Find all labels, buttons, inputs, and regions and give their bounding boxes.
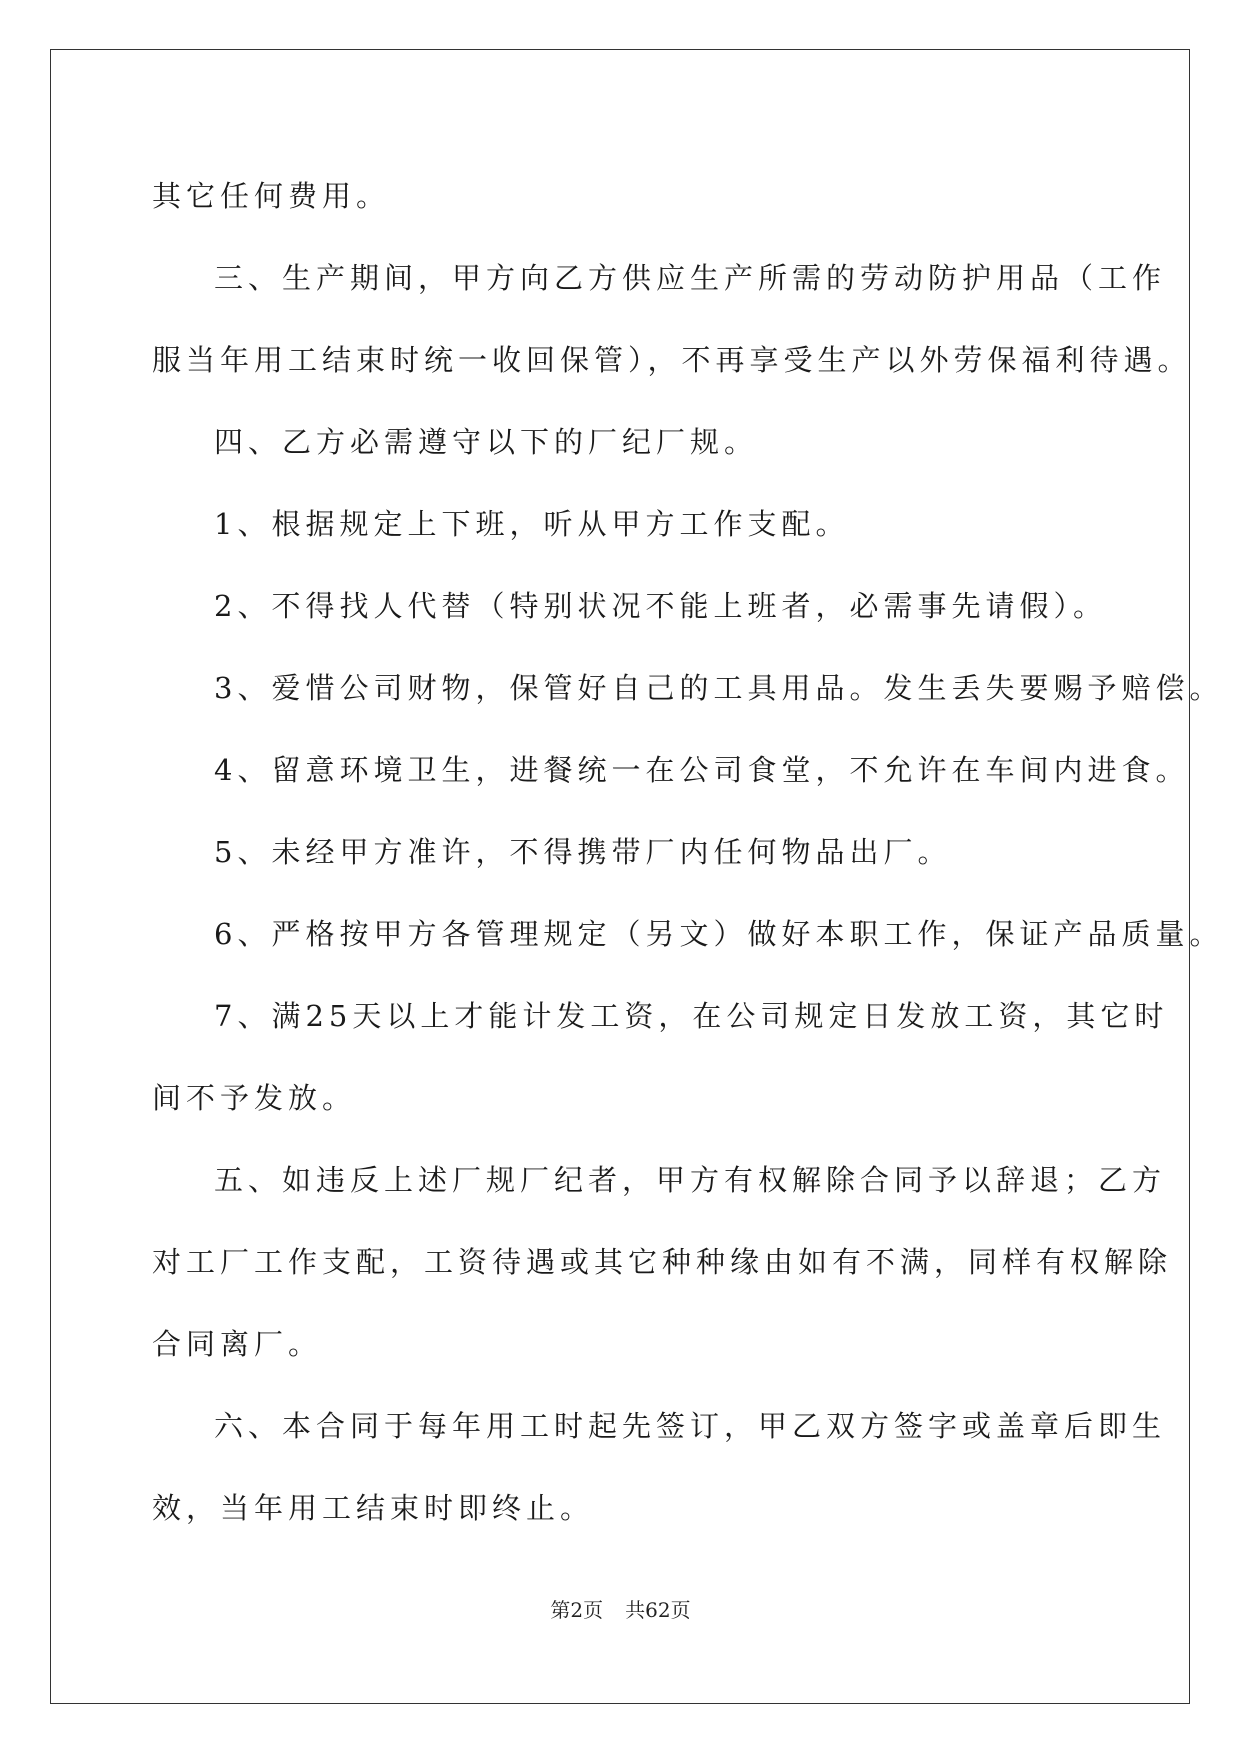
text-line: 3、爱惜公司财物，保管好自己的工具用品。发生丢失要赐予赔偿。 — [214, 671, 1224, 705]
total-page-count: 共62页 — [625, 1598, 691, 1622]
document-body — [152, 155, 1224, 1549]
text-line: 合同离厂。 — [152, 1327, 323, 1361]
text-line: 4、留意环境卫生，进餐统一在公司食堂，不允许在车间内进食。 — [214, 753, 1190, 787]
current-page-number: 第2页 — [550, 1598, 604, 1622]
text-line: 其它任何费用。 — [152, 179, 391, 213]
text-line: 1、根据规定上下班，听从甲方工作支配。 — [214, 507, 850, 541]
text-line: 6、严格按甲方各管理规定（另文）做好本职工作，保证产品质量。 — [214, 917, 1224, 951]
text-line: 间不予发放。 — [152, 1081, 357, 1115]
text-line: 2、不得找人代替（特别状况不能上班者，必需事先请假）。 — [214, 589, 1107, 623]
text-line: 5、未经甲方准许，不得携带厂内任何物品出厂。 — [214, 835, 952, 869]
text-line: 三、生产期间，甲方向乙方供应生产所需的劳动防护用品（工作 — [214, 261, 1167, 295]
text-line: 五、如违反上述厂规厂纪者，甲方有权解除合同予以辞退；乙方 — [214, 1163, 1167, 1197]
text-line: 六、本合同于每年用工时起先签订，甲乙双方签字或盖章后即生 — [214, 1409, 1167, 1443]
text-line: 对工厂工作支配，工资待遇或其它种种缘由如有不满，同样有权解除 — [152, 1245, 1173, 1279]
text-line: 服当年用工结束时统一收回保管），不再享受生产以外劳保福利待遇。 — [152, 343, 1192, 377]
page-footer — [0, 1594, 1241, 1623]
text-line: 效，当年用工结束时即终止。 — [152, 1491, 595, 1525]
text-line: 7、满25天以上才能计发工资，在公司规定日发放工资，其它时 — [214, 999, 1169, 1033]
text-line: 四、乙方必需遵守以下的厂纪厂规。 — [214, 425, 759, 459]
